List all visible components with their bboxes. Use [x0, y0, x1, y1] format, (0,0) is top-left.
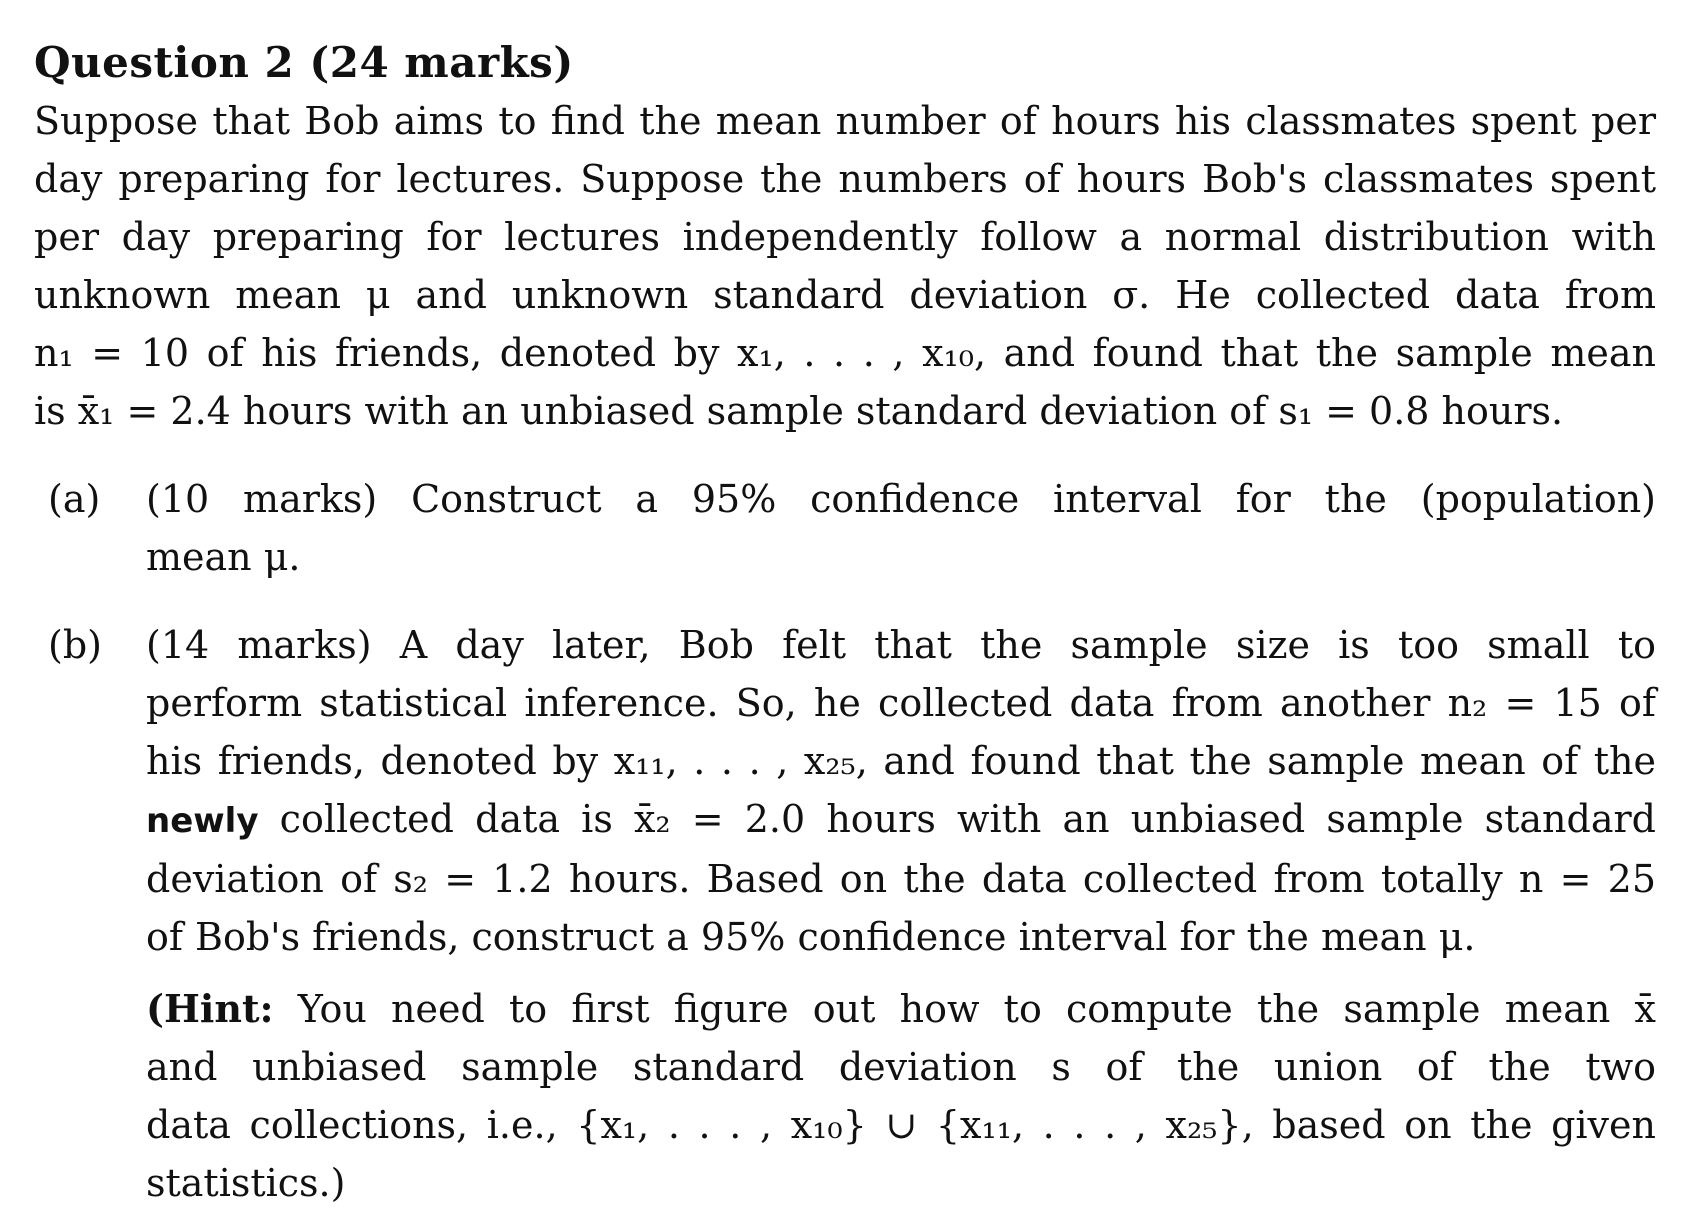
hint-line: statistics.): [146, 1161, 346, 1205]
question-title: Question 2 (24 marks): [34, 38, 574, 87]
part-b-label: (b): [48, 623, 102, 667]
intro-line: day preparing for lectures. Suppose the numbers of hours Bob's classmates spent: [34, 157, 1656, 201]
question-intro: [34, 92, 1656, 440]
newly-emphasis: newly: [146, 801, 259, 841]
part-b-line: (14 marks) A day later, Bob felt that the sample size is too small to: [146, 623, 1656, 667]
part-b-line: perform statistical inference. So, he collected data from another n₂ = 15 of: [146, 681, 1656, 725]
hint-first-line-rest: You need to first figure out how to compute the sample mean x̄: [297, 987, 1656, 1031]
part-b-emphasis-line: [146, 790, 1656, 850]
intro-line: per day preparing for lectures independently follow a normal distribution with: [34, 215, 1656, 259]
question-document: [34, 34, 1656, 1212]
part-a-label: (a): [48, 477, 101, 521]
intro-line: Suppose that Bob aims to find the mean number of hours his classmates spent per: [34, 99, 1656, 143]
part-a-line: (10 marks) Construct a 95% confidence interval for the (population): [146, 477, 1656, 521]
part-b-body: [146, 616, 1656, 1212]
part-a: [34, 470, 1656, 586]
hint-block: [146, 980, 1656, 1212]
part-b: [34, 616, 1656, 1212]
part-a-body: [146, 470, 1656, 586]
emphasis-line-rest: collected data is x̄₂ = 2.0 hours with an unbiased sample standard: [279, 797, 1656, 841]
intro-line: unknown mean μ and unknown standard deviation σ. He collected data from: [34, 273, 1656, 317]
part-b-line: of Bob's friends, construct a 95% confidence interval for the mean μ.: [146, 915, 1476, 959]
part-b-line: his friends, denoted by x₁₁, . . . , x₂₅, and found that the sample mean of the: [146, 739, 1656, 783]
hint-line: and unbiased sample standard deviation s of the union of the two: [146, 1045, 1656, 1089]
intro-line: is x̄₁ = 2.4 hours with an unbiased sample standard deviation of s₁ = 0.8 hours.: [34, 389, 1564, 433]
hint-line: data collections, i.e., {x₁, . . . , x₁₀} ∪ {x₁₁, . . . , x₂₅}, based on the given: [146, 1103, 1656, 1147]
intro-line: n₁ = 10 of his friends, denoted by x₁, . . . , x₁₀, and found that the sample mean: [34, 331, 1656, 375]
part-b-line: deviation of s₂ = 1.2 hours. Based on the data collected from totally n = 25: [146, 857, 1656, 901]
part-a-line: mean μ.: [146, 535, 301, 579]
hint-lead: (Hint:: [146, 986, 274, 1031]
hint-first-line: [146, 980, 1656, 1038]
